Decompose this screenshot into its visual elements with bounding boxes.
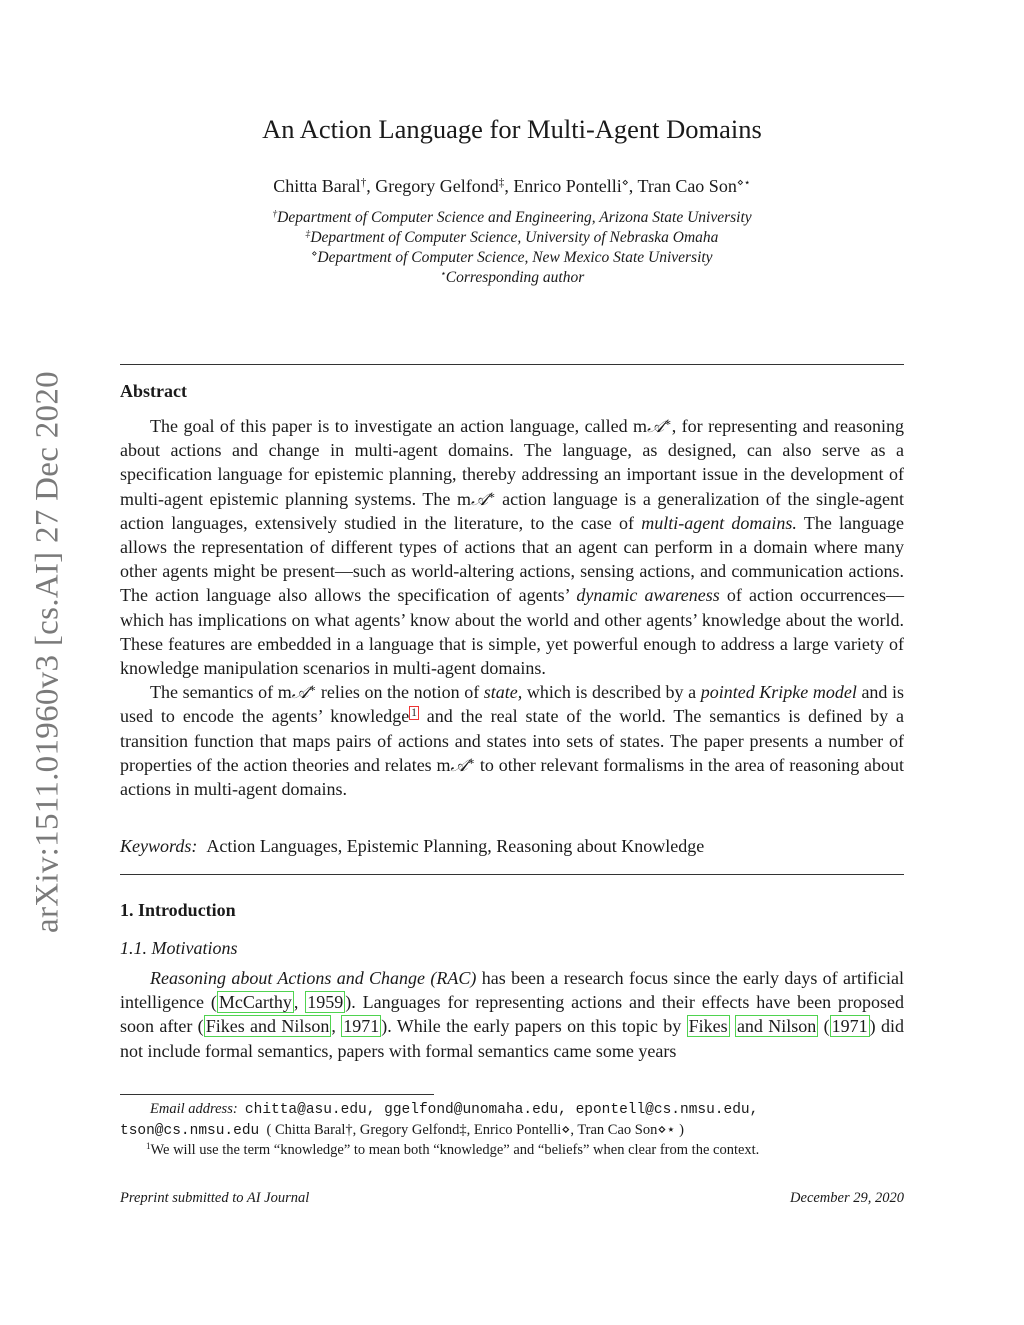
citation-link[interactable]: Fikes — [688, 1016, 728, 1037]
affiliation-text: Department of Computer Science and Engineering, Arizona State University — [277, 209, 752, 226]
email-author-names: ( Chitta Baral†, Gregory Gelfond‡, Enrico Pontelli⋄, Tran Cao Son⋄⋆ ) — [266, 1121, 684, 1138]
abstract-heading: Abstract — [120, 381, 187, 401]
footnotes — [120, 1100, 904, 1161]
abstract-paragraph: The goal of this paper is to investigate an action language, called m𝒜∗, for representing and reasoning about actions and change in multi-agent domains. The language, as designed, can also serve as a specification language for epistemic planning, thereby addressing an important issue in the development of multi-agent epistemic planning systems. The m𝒜∗ action language is a generalization of the single-agent action languages, extensively studied in the literature, to the case of multi-agent domains. The language allows the representation of different types of actions that an agent can perform in a domain where many other agents might be present—such as world-altering actions, sensing actions, and communication actions. The action language also allows the specification of agents’ dynamic awareness of action occurrences—which has implications on what agents’ know about the world and other agents’ knowledge about the world. These features are embedded in a language that is simple, yet powerful enough to address a large variety of knowledge manipulation scenarios in multi-agent domains. — [120, 416, 905, 679]
citation-link[interactable]: and Nilson — [736, 1016, 817, 1037]
affiliation-mark: ⋆ — [439, 268, 446, 280]
footnote-text: We will use the term “knowledge” to mean both “knowledge” and “beliefs” when clear from the context. — [150, 1142, 760, 1158]
keywords-text: Action Languages, Epistemic Planning, Reasoning about Knowledge — [206, 836, 705, 856]
affiliation-text: Corresponding author — [445, 269, 585, 286]
email-label: Email address: — [150, 1101, 238, 1117]
citation-link[interactable]: 1971 — [343, 1016, 380, 1037]
author-name: Tran Cao Son — [637, 176, 737, 196]
keywords — [120, 836, 704, 857]
footnote-1 — [120, 1141, 904, 1161]
author-name: Gregory Gelfond — [375, 176, 499, 196]
footnote-link[interactable]: 1 — [411, 707, 417, 720]
footnote-rule — [120, 1094, 434, 1095]
abstract-bottom-rule — [120, 874, 904, 875]
affiliation — [0, 229, 1024, 247]
author-mark: ⋄⋆ — [736, 176, 751, 189]
email-footnote-cont — [120, 1121, 904, 1142]
affiliation — [0, 269, 1024, 287]
footnote-number: 1 — [146, 1141, 151, 1152]
affiliation-mark: † — [272, 208, 278, 220]
email-addresses[interactable]: chitta@asu.edu, ggelfond@unomaha.edu, epontell@cs.nmsu.edu, — [244, 1102, 759, 1118]
introduction-heading: 1. Introduction — [120, 900, 236, 920]
affiliation-text: Department of Computer Science, New Mexico State University — [317, 249, 713, 266]
paper-title: An Action Language for Multi-Agent Domains — [262, 114, 762, 144]
abstract-body — [120, 414, 904, 801]
author-list: Chitta Baral†, Gregory Gelfond‡, Enrico Pontelli⋄, Tran Cao Son⋄⋆ — [273, 176, 751, 196]
preprint-date: December 29, 2020 — [790, 1190, 904, 1206]
author-mark: ‡ — [498, 176, 505, 189]
citation-link[interactable]: McCarthy — [218, 992, 292, 1013]
intro-paragraph: Reasoning about Actions and Change (RAC) has been a research focus since the early days of artificial intelligence ( McCarthy , 1959 ). Languages for representing actions and their effects have been proposed soon after ( Fikes and Nilson , 1971 ). While the early papers on this topic by Fikes and Nilson ( 1971 ) did not include formal semantics, papers with formal semantics came some years — [120, 968, 905, 1061]
author-name: Enrico Pontelli — [513, 176, 622, 196]
email-footnote — [120, 1100, 904, 1121]
arxiv-identifier: arXiv:1511.01960v3 [cs.AI] 27 Dec 2020 — [29, 371, 66, 933]
affiliation — [0, 249, 1024, 267]
abstract-paragraph: The semantics of m𝒜∗ relies on the notion of state, which is described by a pointed Kripke model and is used to encode the agents’ knowledge $^1$ and the real state of the world. The semantics is defined by a transition function that maps pairs of actions and states into sets of states. The paper presents a number of properties of the action theories and relates m𝒜∗ to other relevant formalisms in the area of reasoning about actions in multi-agent domains. — [120, 682, 905, 800]
preprint-note: Preprint submitted to AI Journal — [120, 1190, 310, 1206]
citation-link[interactable]: Fikes and Nilson — [205, 1016, 330, 1037]
affiliation-mark: ‡ — [305, 228, 311, 240]
email-address[interactable]: tson@cs.nmsu.edu — [120, 1122, 260, 1139]
author-name: Chitta Baral — [273, 176, 361, 196]
citation-link[interactable]: 1959 — [307, 992, 344, 1013]
introduction-body — [120, 966, 904, 1063]
affiliation-text: Department of Computer Science, University of Nebraska Omaha — [310, 229, 719, 246]
affiliation-mark: ⋄ — [311, 248, 318, 260]
keywords-label: Keywords: — [120, 836, 198, 856]
abstract-top-rule — [120, 364, 904, 365]
motivations-heading: 1.1. Motivations — [120, 938, 238, 958]
affiliation — [0, 209, 1024, 227]
citation-link[interactable]: 1971 — [831, 1016, 868, 1037]
author-mark: ⋄ — [621, 176, 629, 189]
author-mark: † — [360, 176, 367, 189]
